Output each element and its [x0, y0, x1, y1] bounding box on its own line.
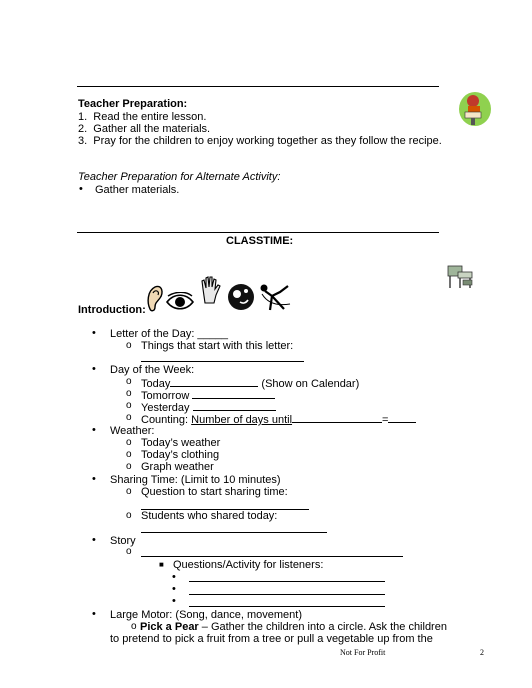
- motor-activity: Pick a Pear – Gather the children into a circle. Ask the children: [140, 621, 447, 633]
- prep-item-1: 1. Read the entire lesson.: [78, 111, 207, 123]
- head-icon: [226, 282, 256, 314]
- weather-item-3: Graph weather: [141, 461, 214, 473]
- footer-text: Not For Profit: [340, 648, 386, 657]
- square-bullet: ■: [159, 560, 164, 569]
- bullet: •: [92, 473, 96, 485]
- story-sub: Questions/Activity for listeners:: [173, 559, 324, 571]
- child-reading-icon: [458, 90, 492, 128]
- bullet: •: [172, 595, 176, 607]
- sub-bullet: o: [126, 400, 132, 411]
- sharing-q1: Question to start sharing time:: [141, 486, 288, 498]
- page-number: 2: [480, 648, 484, 657]
- sub-bullet: o: [126, 486, 132, 497]
- counting-blank[interactable]: [292, 412, 382, 423]
- counting-result-blank[interactable]: [388, 412, 416, 423]
- letter-blank[interactable]: [141, 361, 304, 362]
- eye-icon: [166, 292, 194, 312]
- day-yesterday: Yesterday: [141, 400, 276, 415]
- letter-label: Letter of the Day: _____: [110, 328, 229, 340]
- bullet: •: [172, 583, 176, 595]
- sharing-q2-blank[interactable]: [141, 532, 327, 533]
- bullet: •: [172, 571, 176, 583]
- prep-alt-title: Teacher Preparation for Alternate Activity:: [78, 171, 281, 183]
- bullet: •: [92, 424, 96, 436]
- bullet: •: [92, 608, 96, 620]
- story-blank[interactable]: [141, 556, 403, 557]
- story-answer-blank-3[interactable]: [189, 606, 385, 607]
- bullet: •: [79, 183, 83, 195]
- stretching-person-icon: [258, 282, 292, 312]
- classtime-heading: CLASSTIME:: [226, 235, 294, 247]
- motor-label: Large Motor: (Song, dance, movement): [110, 609, 302, 621]
- sub-bullet: o: [126, 412, 132, 423]
- sub-bullet: o: [126, 388, 132, 399]
- yesterday-blank[interactable]: [193, 400, 276, 411]
- sub-bullet: o: [126, 437, 132, 448]
- day-label: Day of the Week:: [110, 364, 195, 376]
- weather-label: Weather:: [110, 425, 155, 437]
- story-answer-blank-1[interactable]: [189, 581, 385, 582]
- top-divider: [77, 86, 439, 87]
- activity-title: Pick a Pear: [140, 621, 199, 633]
- story-label: Story: [110, 535, 136, 547]
- letter-sub: Things that start with this letter:: [141, 340, 294, 352]
- prep-item-2: 2. Gather all the materials.: [78, 123, 211, 135]
- bullet: •: [92, 534, 96, 546]
- sub-bullet: o: [126, 546, 132, 557]
- ear-icon: [145, 283, 165, 313]
- prep-item-3: 3. Pray for the children to enjoy working together as they follow the recipe.: [78, 135, 442, 147]
- sub-bullet: o: [126, 510, 132, 521]
- weather-item-1: Today’s weather: [141, 437, 221, 449]
- sub-bullet: o: [126, 340, 132, 351]
- sub-bullet: o: [131, 621, 137, 632]
- day-tomorrow: Tomorrow: [141, 388, 275, 403]
- today-blank[interactable]: [170, 376, 258, 387]
- classtime-divider: [77, 232, 439, 233]
- sub-bullet: o: [126, 461, 132, 472]
- sharing-q2: Students who shared today:: [141, 510, 278, 522]
- day-counting: Counting: Number of days until =: [141, 412, 416, 427]
- prep-alt-item: Gather materials.: [95, 184, 180, 196]
- motor-activity-line2: to pretend to pick a fruit from a tree or pull a vegetable up from the: [110, 633, 433, 645]
- story-answer-blank-2[interactable]: [189, 594, 385, 595]
- sharing-label: Sharing Time: (Limit to 10 minutes): [110, 474, 281, 486]
- day-today: Today (Show on Calendar): [141, 378, 360, 390]
- bullet: •: [92, 327, 96, 339]
- weather-item-2: Today’s clothing: [141, 449, 220, 461]
- chair-desk-icon: [446, 262, 476, 290]
- tomorrow-blank[interactable]: [192, 388, 275, 399]
- hand-icon: [199, 275, 223, 305]
- sub-bullet: o: [126, 376, 132, 387]
- sub-bullet: o: [126, 449, 132, 460]
- intro-label: Introduction:: [78, 304, 146, 316]
- bullet: •: [92, 363, 96, 375]
- prep-title: Teacher Preparation:: [78, 98, 188, 110]
